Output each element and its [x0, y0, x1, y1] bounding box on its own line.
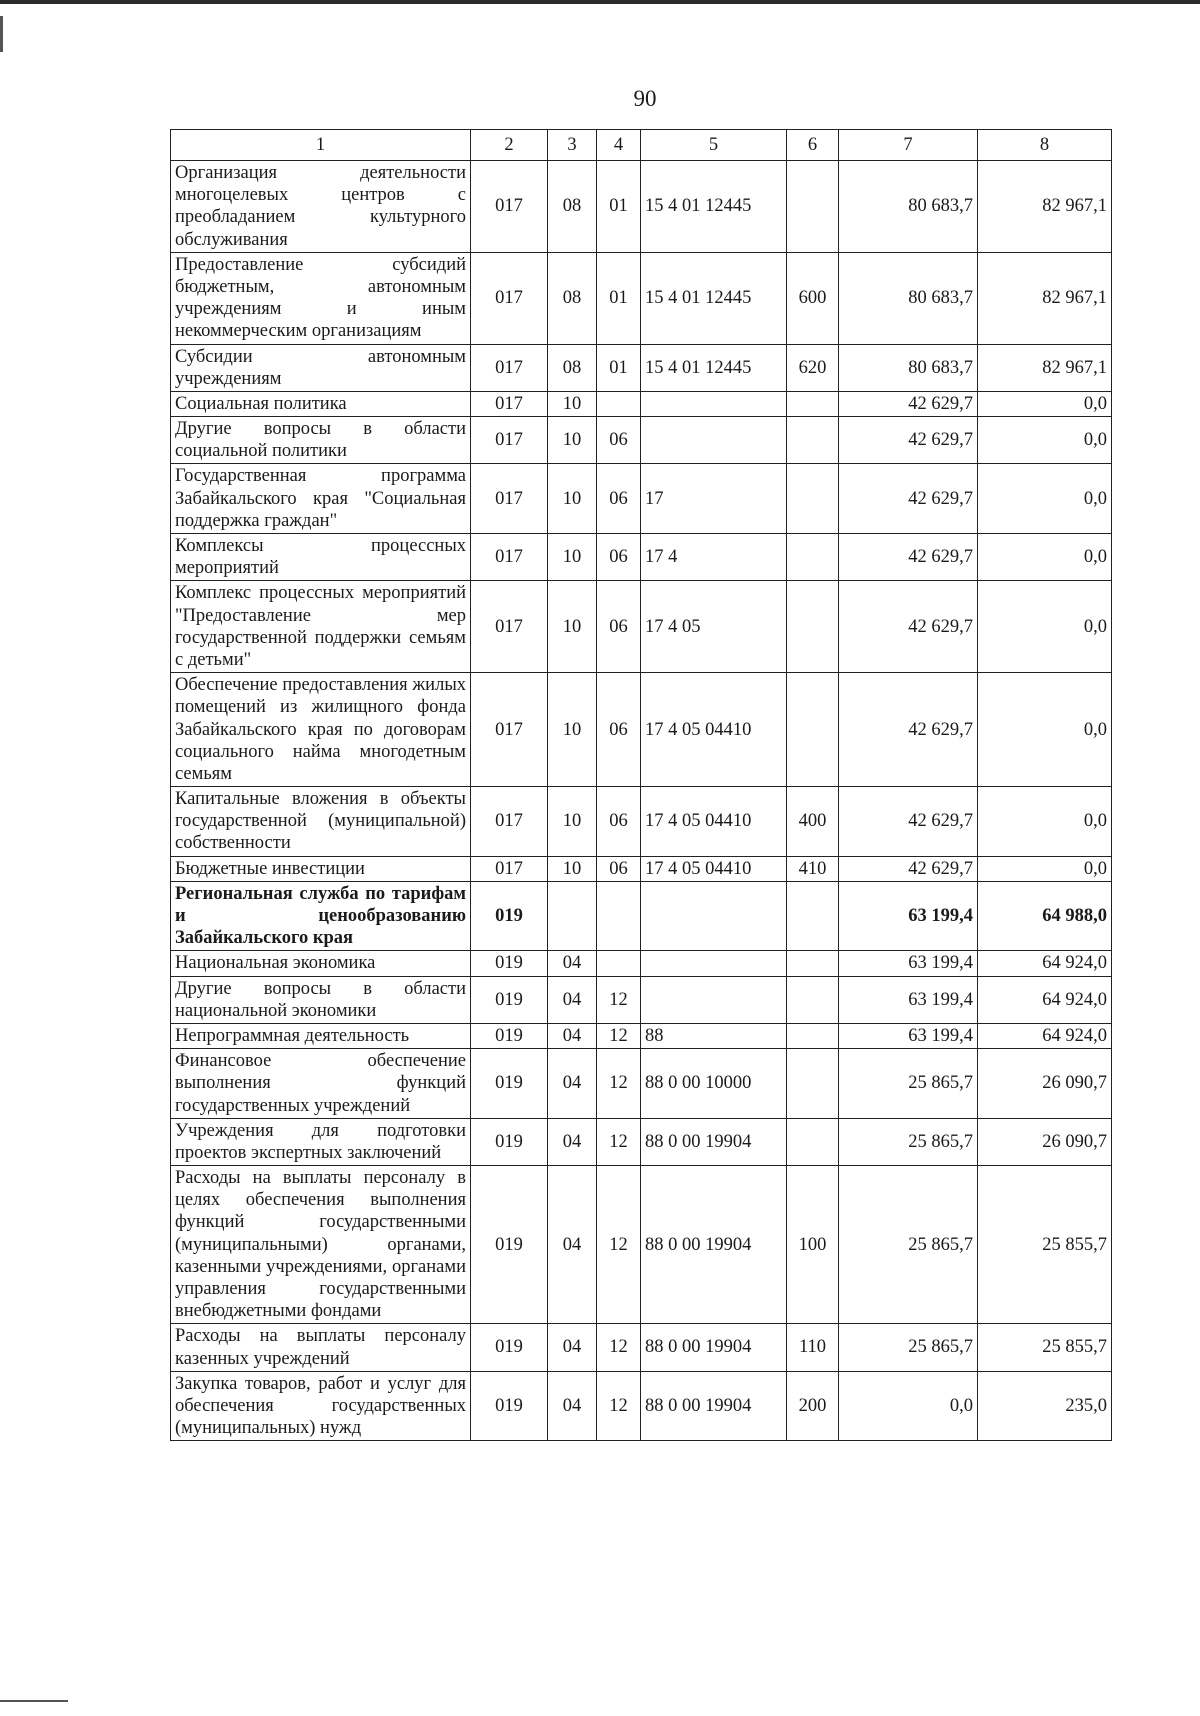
table-row — [171, 344, 1112, 391]
cell-ministry: 017 — [471, 161, 548, 253]
cell-amount-col8: 26 090,7 — [978, 1118, 1112, 1165]
table-row — [171, 1371, 1112, 1441]
cell-amount-col7: 42 629,7 — [839, 464, 978, 534]
cell-subsection — [597, 881, 641, 951]
table-row — [171, 673, 1112, 787]
cell-amount-col7: 25 865,7 — [839, 1166, 978, 1324]
cell-amount-col7: 42 629,7 — [839, 787, 978, 857]
cell-section: 08 — [548, 252, 597, 344]
cell-amount-col8: 0,0 — [978, 391, 1112, 416]
budget-table — [170, 129, 1112, 1441]
cell-subsection: 01 — [597, 344, 641, 391]
cell-target-article: 17 4 05 — [641, 581, 787, 673]
cell-amount-col8: 64 988,0 — [978, 881, 1112, 951]
cell-amount-col7: 42 629,7 — [839, 673, 978, 787]
cell-ministry: 019 — [471, 1371, 548, 1441]
cell-subsection: 12 — [597, 1166, 641, 1324]
cell-expense-type — [787, 881, 839, 951]
row-name: Капитальные вложения в объекты государственной (муниципальной) собственности — [171, 787, 471, 857]
cell-ministry: 019 — [471, 1324, 548, 1371]
cell-subsection: 01 — [597, 252, 641, 344]
cell-amount-col8: 26 090,7 — [978, 1049, 1112, 1119]
cell-target-article: 88 0 00 19904 — [641, 1324, 787, 1371]
cell-amount-col7: 63 199,4 — [839, 951, 978, 976]
table-row — [171, 951, 1112, 976]
table-row — [171, 252, 1112, 344]
cell-target-article: 17 4 05 04410 — [641, 856, 787, 881]
cell-expense-type: 200 — [787, 1371, 839, 1441]
cell-target-article — [641, 417, 787, 464]
cell-expense-type — [787, 1049, 839, 1119]
column-header: 4 — [597, 130, 641, 161]
row-name: Непрограммная деятельность — [171, 1023, 471, 1048]
cell-amount-col7: 80 683,7 — [839, 344, 978, 391]
cell-amount-col8: 0,0 — [978, 787, 1112, 857]
cell-section: 04 — [548, 1023, 597, 1048]
scan-mark-left — [0, 16, 3, 52]
cell-target-article: 88 0 00 19904 — [641, 1166, 787, 1324]
page-number: 90 — [633, 86, 657, 111]
cell-amount-col7: 25 865,7 — [839, 1118, 978, 1165]
cell-subsection: 12 — [597, 1371, 641, 1441]
cell-amount-col8: 25 855,7 — [978, 1166, 1112, 1324]
cell-amount-col8: 64 924,0 — [978, 1023, 1112, 1048]
table-row — [171, 881, 1112, 951]
cell-expense-type — [787, 581, 839, 673]
table-row — [171, 856, 1112, 881]
cell-expense-type — [787, 1023, 839, 1048]
cell-target-article: 15 4 01 12445 — [641, 161, 787, 253]
cell-amount-col7: 0,0 — [839, 1371, 978, 1441]
cell-target-article: 15 4 01 12445 — [641, 344, 787, 391]
cell-amount-col8: 25 855,7 — [978, 1324, 1112, 1371]
cell-ministry: 019 — [471, 1118, 548, 1165]
column-header: 8 — [978, 130, 1112, 161]
cell-amount-col8: 64 924,0 — [978, 976, 1112, 1023]
table-row — [171, 1324, 1112, 1371]
row-name: Обеспечение предоставления жилых помещений из жилищного фонда Забайкальского края по договорам социального найма многодетным семьям — [171, 673, 471, 787]
table-row — [171, 417, 1112, 464]
cell-amount-col8: 64 924,0 — [978, 951, 1112, 976]
cell-expense-type: 110 — [787, 1324, 839, 1371]
row-name: Финансовое обеспечение выполнения функций государственных учреждений — [171, 1049, 471, 1119]
cell-target-article: 17 4 05 04410 — [641, 787, 787, 857]
cell-section: 10 — [548, 856, 597, 881]
cell-expense-type — [787, 951, 839, 976]
cell-ministry: 017 — [471, 252, 548, 344]
row-name: Субсидии автономным учреждениям — [171, 344, 471, 391]
cell-section: 04 — [548, 976, 597, 1023]
column-header: 5 — [641, 130, 787, 161]
cell-ministry: 017 — [471, 534, 548, 581]
cell-amount-col7: 80 683,7 — [839, 161, 978, 253]
row-name: Организация деятельности многоцелевых центров с преобладанием культурного обслуживания — [171, 161, 471, 253]
cell-target-article: 17 4 — [641, 534, 787, 581]
cell-amount-col8: 0,0 — [978, 534, 1112, 581]
table-row — [171, 161, 1112, 253]
table-row — [171, 1166, 1112, 1324]
cell-amount-col8: 82 967,1 — [978, 344, 1112, 391]
table-row — [171, 1023, 1112, 1048]
cell-expense-type: 600 — [787, 252, 839, 344]
cell-section: 10 — [548, 391, 597, 416]
cell-expense-type — [787, 464, 839, 534]
cell-ministry: 017 — [471, 673, 548, 787]
cell-target-article: 17 4 05 04410 — [641, 673, 787, 787]
cell-subsection: 06 — [597, 464, 641, 534]
scan-border-top — [0, 0, 1200, 4]
cell-ministry: 019 — [471, 1166, 548, 1324]
cell-section: 04 — [548, 1118, 597, 1165]
cell-amount-col7: 42 629,7 — [839, 391, 978, 416]
cell-ministry: 017 — [471, 787, 548, 857]
row-name: Бюджетные инвестиции — [171, 856, 471, 881]
table-row — [171, 1049, 1112, 1119]
cell-expense-type — [787, 673, 839, 787]
cell-target-article: 88 0 00 19904 — [641, 1371, 787, 1441]
cell-target-article — [641, 881, 787, 951]
column-header: 6 — [787, 130, 839, 161]
cell-amount-col7: 63 199,4 — [839, 1023, 978, 1048]
cell-subsection: 06 — [597, 417, 641, 464]
cell-target-article: 17 — [641, 464, 787, 534]
column-header: 7 — [839, 130, 978, 161]
cell-target-article: 88 — [641, 1023, 787, 1048]
cell-target-article — [641, 976, 787, 1023]
cell-amount-col7: 80 683,7 — [839, 252, 978, 344]
cell-expense-type — [787, 534, 839, 581]
cell-amount-col8: 0,0 — [978, 417, 1112, 464]
row-name: Национальная экономика — [171, 951, 471, 976]
column-header: 1 — [171, 130, 471, 161]
cell-section — [548, 881, 597, 951]
cell-expense-type: 100 — [787, 1166, 839, 1324]
cell-expense-type: 400 — [787, 787, 839, 857]
cell-expense-type — [787, 391, 839, 416]
table-row — [171, 464, 1112, 534]
cell-ministry: 019 — [471, 951, 548, 976]
cell-expense-type — [787, 417, 839, 464]
row-name: Региональная служба по тарифам и ценообразованию Забайкальского края — [171, 881, 471, 951]
cell-subsection — [597, 951, 641, 976]
table-row — [171, 976, 1112, 1023]
cell-section: 10 — [548, 464, 597, 534]
cell-ministry: 017 — [471, 581, 548, 673]
scan-mark-bottom — [0, 1700, 68, 1702]
row-name: Комплекс процессных мероприятий "Предоставление мер государственной поддержки семьям с детьми" — [171, 581, 471, 673]
cell-ministry: 017 — [471, 417, 548, 464]
cell-amount-col7: 42 629,7 — [839, 534, 978, 581]
row-name: Другие вопросы в области социальной политики — [171, 417, 471, 464]
cell-subsection: 06 — [597, 856, 641, 881]
table-row — [171, 1118, 1112, 1165]
cell-section: 10 — [548, 534, 597, 581]
cell-target-article: 15 4 01 12445 — [641, 252, 787, 344]
cell-subsection: 06 — [597, 581, 641, 673]
cell-amount-col7: 63 199,4 — [839, 881, 978, 951]
row-name: Предоставление субсидий бюджетным, автономным учреждениям и иным некоммерческим организациям — [171, 252, 471, 344]
cell-ministry: 019 — [471, 881, 548, 951]
cell-section: 10 — [548, 673, 597, 787]
cell-section: 04 — [548, 1371, 597, 1441]
table-row — [171, 581, 1112, 673]
cell-section: 04 — [548, 951, 597, 976]
cell-subsection: 12 — [597, 1023, 641, 1048]
cell-amount-col8: 82 967,1 — [978, 252, 1112, 344]
cell-subsection: 12 — [597, 976, 641, 1023]
cell-expense-type: 620 — [787, 344, 839, 391]
cell-section: 10 — [548, 417, 597, 464]
cell-section: 10 — [548, 581, 597, 673]
column-header: 2 — [471, 130, 548, 161]
cell-amount-col8: 82 967,1 — [978, 161, 1112, 253]
cell-amount-col7: 42 629,7 — [839, 856, 978, 881]
cell-section: 04 — [548, 1324, 597, 1371]
cell-amount-col8: 235,0 — [978, 1371, 1112, 1441]
row-name: Комплексы процессных мероприятий — [171, 534, 471, 581]
cell-section: 08 — [548, 344, 597, 391]
cell-expense-type — [787, 1118, 839, 1165]
cell-section: 08 — [548, 161, 597, 253]
cell-subsection: 06 — [597, 787, 641, 857]
cell-subsection — [597, 391, 641, 416]
cell-section: 10 — [548, 787, 597, 857]
cell-ministry: 017 — [471, 344, 548, 391]
cell-subsection: 06 — [597, 534, 641, 581]
cell-target-article: 88 0 00 10000 — [641, 1049, 787, 1119]
cell-amount-col7: 25 865,7 — [839, 1324, 978, 1371]
table-row — [171, 391, 1112, 416]
row-name: Другие вопросы в области национальной экономики — [171, 976, 471, 1023]
cell-target-article — [641, 391, 787, 416]
cell-section: 04 — [548, 1049, 597, 1119]
cell-ministry: 019 — [471, 1023, 548, 1048]
cell-expense-type: 410 — [787, 856, 839, 881]
row-name: Расходы на выплаты персоналу казенных учреждений — [171, 1324, 471, 1371]
table-row — [171, 787, 1112, 857]
cell-subsection: 12 — [597, 1324, 641, 1371]
cell-amount-col8: 0,0 — [978, 464, 1112, 534]
row-name: Государственная программа Забайкальского края "Социальная поддержка граждан" — [171, 464, 471, 534]
cell-ministry: 017 — [471, 464, 548, 534]
cell-ministry: 017 — [471, 391, 548, 416]
cell-section: 04 — [548, 1166, 597, 1324]
cell-subsection: 12 — [597, 1118, 641, 1165]
cell-expense-type — [787, 976, 839, 1023]
cell-subsection: 01 — [597, 161, 641, 253]
cell-amount-col7: 42 629,7 — [839, 581, 978, 673]
header-row — [171, 130, 1112, 161]
cell-target-article — [641, 951, 787, 976]
cell-amount-col8: 0,0 — [978, 673, 1112, 787]
cell-amount-col7: 63 199,4 — [839, 976, 978, 1023]
column-header: 3 — [548, 130, 597, 161]
table-row — [171, 534, 1112, 581]
cell-subsection: 12 — [597, 1049, 641, 1119]
cell-ministry: 019 — [471, 1049, 548, 1119]
cell-ministry: 019 — [471, 976, 548, 1023]
cell-amount-col7: 25 865,7 — [839, 1049, 978, 1119]
cell-ministry: 017 — [471, 856, 548, 881]
cell-subsection: 06 — [597, 673, 641, 787]
cell-amount-col8: 0,0 — [978, 856, 1112, 881]
row-name: Социальная политика — [171, 391, 471, 416]
row-name: Расходы на выплаты персоналу в целях обеспечения выполнения функций государственными (муниципальными) органами, казенными учреждениями, органами управления государственными внебюджетными фондами — [171, 1166, 471, 1324]
cell-amount-col7: 42 629,7 — [839, 417, 978, 464]
cell-target-article: 88 0 00 19904 — [641, 1118, 787, 1165]
row-name: Учреждения для подготовки проектов экспертных заключений — [171, 1118, 471, 1165]
cell-expense-type — [787, 161, 839, 253]
cell-amount-col8: 0,0 — [978, 581, 1112, 673]
row-name: Закупка товаров, работ и услуг для обеспечения государственных (муниципальных) нужд — [171, 1371, 471, 1441]
